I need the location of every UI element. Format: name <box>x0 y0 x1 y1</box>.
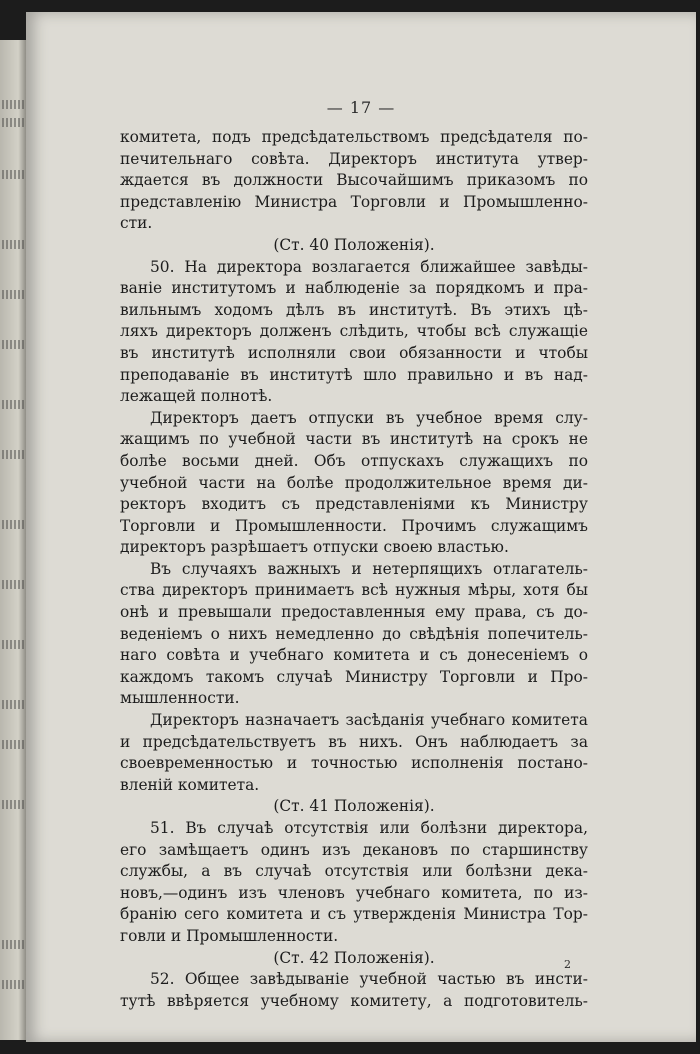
text-line: печительнаго совѣта. Директоръ института утвер- <box>120 149 588 168</box>
text-line: 52. Общее завѣдываніе учебной частью въ инсти- <box>150 970 588 989</box>
text-line: новъ,—одинъ изъ членовъ учебнаго комитета, по из- <box>120 883 588 902</box>
text-line: вленій комитета. <box>120 775 260 794</box>
text-line: ства директоръ принимаетъ всѣ нужныя мѣры, хотя бы <box>120 581 588 600</box>
text-line: сти. <box>120 214 153 233</box>
text-line: директоръ разрѣшаетъ отпуски своею властью. <box>120 538 509 557</box>
text-line: лежащей полнотѣ. <box>120 387 273 406</box>
text-line: жащимъ по учебной части въ институтѣ на срокъ не <box>120 430 588 449</box>
text-line: ждается въ должности Высочайшимъ приказомъ по <box>120 171 588 190</box>
page-body-text <box>120 127 588 1012</box>
text-line: Директоръ даетъ отпуски въ учебное время слу- <box>150 408 588 427</box>
text-line: въ институтѣ исполняли свои обязанности и чтобы <box>120 343 588 362</box>
signature-mark: 2 <box>564 958 571 971</box>
text-line: 50. На директора возлагается ближайшее завѣды- <box>150 257 588 276</box>
text-line: Директоръ назначаетъ засѣданія учебнаго комитета <box>150 711 588 730</box>
page-number: — 17 — <box>326 98 396 117</box>
adjacent-page-edge <box>0 40 26 1040</box>
text-line: наго совѣта и учебнаго комитета и съ донесеніемъ о <box>120 646 588 665</box>
article-reference: (Ст. 40 Положенія). <box>273 235 435 254</box>
text-line: онѣ и превышали предоставленныя ему права, съ до- <box>120 603 588 622</box>
text-line: веденіемъ о нихъ немедленно до свѣдѣнія попечитель- <box>120 624 588 643</box>
text-line: и предсѣдательствуетъ въ нихъ. Онъ наблюдаетъ за <box>120 732 588 751</box>
text-line: говли и Промышленности. <box>120 926 339 945</box>
text-line: учебной части на болѣе продолжительное время ди- <box>120 473 588 492</box>
text-line: своевременностью и точностью исполненія постано- <box>120 754 588 773</box>
text-line: ляхъ директоръ долженъ слѣдить, чтобы всѣ служащіе <box>120 322 588 341</box>
text-line: его замѣщаетъ одинъ изъ декановъ по старшинству <box>120 840 588 859</box>
text-line: болѣе восьми дней. Объ отпускахъ служащихъ по <box>120 451 588 470</box>
article-reference: (Ст. 41 Положенія). <box>273 797 435 816</box>
text-line: 51. Въ случаѣ отсутствія или болѣзни директора, <box>150 819 588 837</box>
text-line: преподаваніе въ институтѣ шло правильно и въ над- <box>120 365 588 384</box>
book-page <box>26 12 696 1042</box>
text-line: бранію сего комитета и съ утвержденія Министра Тор- <box>120 905 588 924</box>
text-line: ректоръ входитъ съ представленіями къ Министру <box>120 495 588 514</box>
article-reference: (Ст. 42 Положенія). <box>273 948 435 967</box>
text-line: ваніе институтомъ и наблюденіе за порядкомъ и пра- <box>120 279 588 298</box>
text-line: представленію Министра Торговли и Промышленно- <box>120 192 588 211</box>
text-line: вильнымъ ходомъ дѣлъ въ институтѣ. Въ этихъ цѣ- <box>120 300 588 319</box>
text-line: службы, а въ случаѣ отсутствія или болѣзни дека- <box>120 862 588 881</box>
text-line: каждомъ такомъ случаѣ Министру Торговли и Про- <box>120 667 588 686</box>
text-line: мышленности. <box>120 689 240 708</box>
text-line: комитета, подъ предсѣдательствомъ предсѣдателя по- <box>120 128 588 146</box>
text-line: Въ случаяхъ важныхъ и нетерпящихъ отлагатель- <box>150 559 588 578</box>
text-line: Торговли и Промышленности. Прочимъ служащимъ <box>120 516 588 535</box>
text-line: тутѣ ввѣряется учебному комитету, а подготовитель- <box>120 991 588 1010</box>
